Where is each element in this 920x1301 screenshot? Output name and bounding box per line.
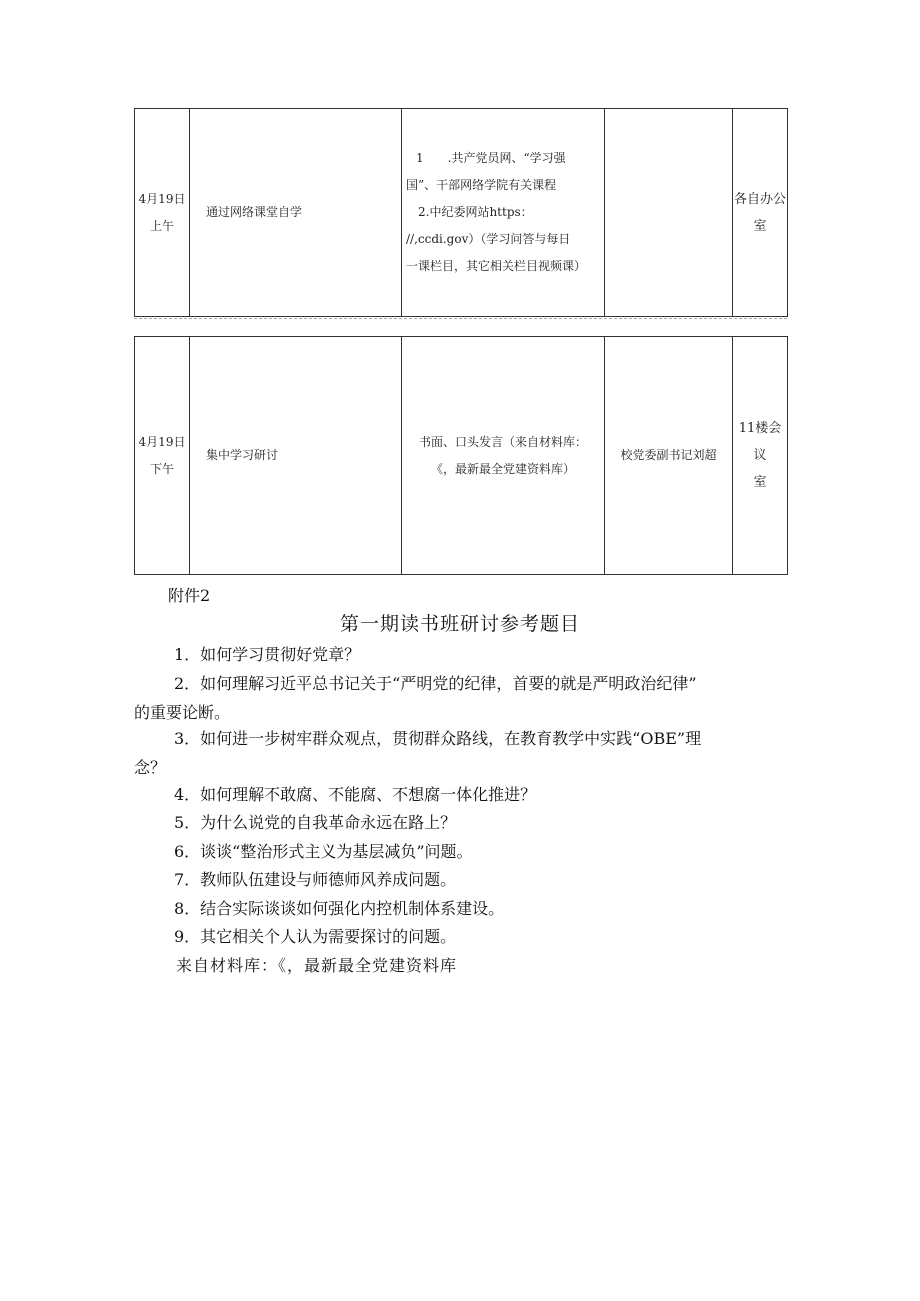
content-line: 2.中纪委网站https： <box>406 205 533 219</box>
list-item: 8．结合实际谈谈如何强化内控机制体系建设。 <box>174 899 505 918</box>
content-line: 1 .共产党员网、“学习强 <box>416 151 566 165</box>
content-line: 一课栏目，其它相关栏目视频课） <box>406 259 587 273</box>
list-item: 3．如何进一步树牢群众观点，贯彻群众路线，在教育教学中实践“OBE”理 念？ <box>134 729 702 777</box>
schedule-table-morning <box>134 108 788 317</box>
content-cell <box>402 109 605 317</box>
location-cell <box>733 109 788 317</box>
period-line: 上午 <box>149 218 174 233</box>
list-item: 4．如何理解不敢腐、不能腐、不想腐一体化推进？ <box>174 785 537 804</box>
list-item: 2．如何理解习近平总书记关于“严明党的纪律，首要的就是严明政治纪律” 的重要论断。 <box>134 674 697 722</box>
period-line: 下午 <box>149 461 174 476</box>
date-line: 4月19日 <box>138 191 186 206</box>
content-line: 书面、口头发言（来自材料库： <box>418 434 587 449</box>
date-line: 4月19日 <box>138 434 186 449</box>
date-cell <box>135 337 190 575</box>
content-line: 《，最新最全党建资料库） <box>430 461 575 476</box>
location-line: 室 <box>753 218 767 234</box>
list-item: 1．如何学习贯彻好党章？ <box>174 645 361 664</box>
location-line: 11楼会议 <box>738 421 782 463</box>
content-line: 国”、干部网络学院有关课程 <box>406 178 557 192</box>
list-item: 7．教师队伍建设与师德师风养成问题。 <box>174 870 457 889</box>
content-line: //,ccdi.gov）（学习问答与每日 <box>406 232 571 246</box>
list-item: 5．为什么说党的自我革命永远在路上？ <box>174 813 457 832</box>
annex-label: 附件2 <box>168 586 211 605</box>
source-note: 来自材料库：《，最新最全党建资料库 <box>176 956 458 975</box>
task-cell: 通过网络课堂自学 <box>190 109 402 317</box>
content-cell <box>402 337 605 575</box>
location-line: 室 <box>753 475 767 490</box>
date-cell <box>135 109 190 317</box>
list-item: 6．谈谈“整治形式主义为基层减负”问题。 <box>174 842 473 861</box>
location-line: 各自办公 <box>733 191 786 207</box>
list-item: 9．其它相关个人认为需要探讨的问题。 <box>174 927 457 946</box>
table-row <box>135 109 788 317</box>
schedule-table-afternoon <box>134 336 788 575</box>
location-cell <box>733 337 788 575</box>
table-row <box>135 337 788 575</box>
page-divider <box>134 318 787 319</box>
leader-cell <box>605 109 733 317</box>
leader-cell: 校党委副书记刘超 <box>605 337 733 575</box>
page-title: 第一期读书班研讨参考题目 <box>339 613 580 635</box>
task-cell: 集中学习研讨 <box>190 337 402 575</box>
